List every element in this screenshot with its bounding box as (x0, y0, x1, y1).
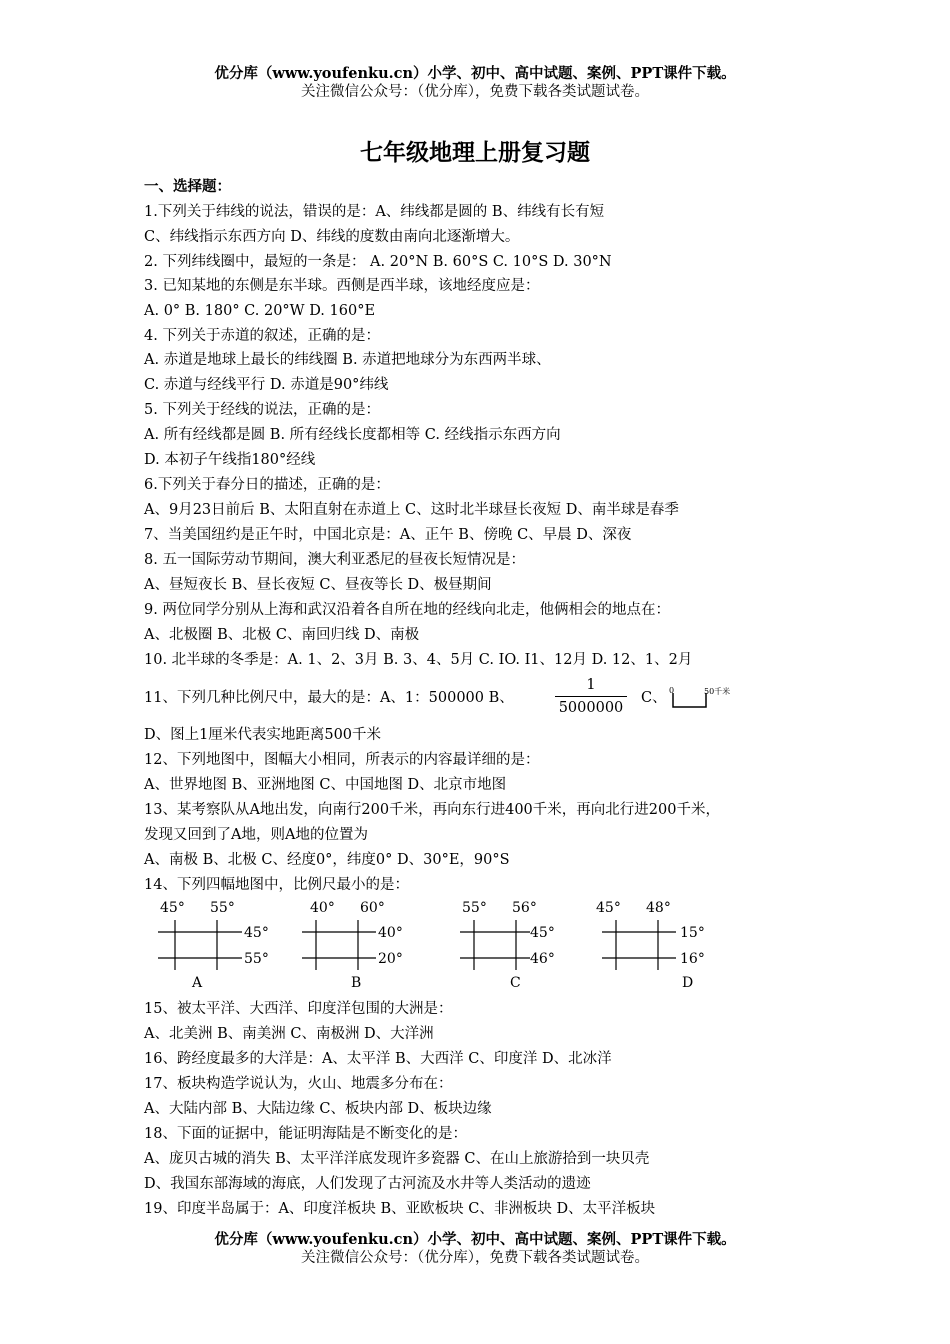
question-line: C、纬线指示东西方向 D、纬线的度数由南向北逐渐增大。 (144, 229, 520, 245)
question-line: A、大陆内部 B、大陆边缘 C、板块内部 D、板块边缘 (144, 1101, 492, 1117)
grid-b-top-right: 60° (360, 900, 385, 916)
grid-d-top-right: 48° (646, 900, 671, 916)
question-line: 6.下列关于春分日的描述，正确的是： (144, 477, 390, 493)
question-line: A. 0° B. 180° C. 20°W D. 160°E (144, 303, 376, 319)
question-line: 5. 下列关于经线的说法，正确的是： (144, 402, 380, 418)
question-line: 10. 北半球的冬季是：A. 1、2、3月 B. 3、4、5月 C. IO. I1、12月 D. 12、1、2月 (144, 652, 693, 668)
question-line: 16、跨经度最多的大洋是：A、太平洋 B、大西洋 C、印度洋 D、北冰洋 (144, 1051, 612, 1067)
question-line: 18、下面的证据中，能证明海陆是不断变化的是： (144, 1126, 467, 1142)
question-line: C. 赤道与经线平行 D. 赤道是90°纬线 (144, 377, 389, 393)
question-line: A. 赤道是地球上最长的纬线圈 B. 赤道把地球分为东西两半球、 (144, 352, 551, 368)
question-line: A、昼短夜长 B、昼长夜短 C、昼夜等长 D、极昼期间 (144, 577, 492, 593)
question-line: 3. 已知某地的东侧是东半球。西侧是西半球，该地经度应是： (144, 278, 540, 294)
fraction-numerator: 1 (586, 677, 596, 693)
scale-fraction (555, 676, 627, 717)
question-line: D、我国东部海域的海底，人们发现了古河流及水井等人类活动的遗迹 (144, 1176, 591, 1192)
grid-a-top-left: 45° (160, 900, 185, 916)
question-line: A、9月23日前后 B、太阳直射在赤道上 C、这时北半球昼长夜短 D、南半球是春季 (144, 502, 679, 518)
fraction-denominator: 5000000 (558, 700, 624, 716)
question-line: 17、板块构造学说认为，火山、地震多分布在： (144, 1076, 453, 1092)
grid-b-right-bottom: 20° (378, 951, 403, 967)
question-11-text: 11、下列几种比例尺中，最大的是：A、1：500000 B、 (144, 690, 514, 706)
header-line-2: 关注微信公众号：（优分库），免费下载各类试题试卷。 (301, 84, 649, 100)
grid-c-right-bottom: 46° (530, 951, 555, 967)
question-line: 4. 下列关于赤道的叙述，正确的是： (144, 328, 380, 344)
grid-a-right-top: 45° (244, 925, 269, 941)
grid-b-top-left: 40° (310, 900, 335, 916)
grid-c-right-top: 45° (530, 925, 555, 941)
grid-a-top-right: 55° (210, 900, 235, 916)
question-line: D、图上1厘米代表实地距离500千米 (144, 727, 382, 743)
question-line: 15、被太平洋、大西洋、印度洋包围的大洲是： (144, 1001, 453, 1017)
page-title: 七年级地理上册复习题 (360, 140, 590, 166)
question-line: A、庞贝古城的消失 B、太平洋洋底发现许多瓷器 C、在山上旅游拾到一块贝壳 (144, 1151, 650, 1167)
grid-a-label: A (192, 975, 203, 991)
question-line: 14、下列四幅地图中，比例尺最小的是： (144, 877, 409, 893)
scale-zero-label: 0 (669, 686, 675, 695)
grid-d-label: D (682, 975, 694, 991)
question-line: 7、当美国纽约是正午时，中国北京是：A、正午 B、傍晚 C、早晨 D、深夜 (144, 527, 632, 543)
header-line-1: 优分库（www.youfenku.cn）小学、初中、高中试题、案例、PPT课件下载。 (214, 65, 736, 82)
question-line: 9. 两位同学分别从上海和武汉沿着各自所在地的经线向北走，他俩相会的地点在： (144, 602, 670, 618)
question-line: 2. 下列纬线圈中，最短的一条是： A. 20°N B. 60°S C. 10°S D. 30°N (144, 254, 612, 270)
question-line: A. 所有经线都是圆 B. 所有经线长度都相等 C. 经线指示东西方向 (144, 427, 561, 443)
grid-d-right-top: 15° (680, 925, 705, 941)
grid-c-top-left: 55° (462, 900, 487, 916)
question-line: 19、印度半岛属于：A、印度洋板块 B、亚欧板块 C、非洲板块 D、太平洋板块 (144, 1201, 656, 1217)
grid-c-label: C (510, 975, 521, 991)
grid-c-top-right: 56° (512, 900, 537, 916)
page-footer (0, 1230, 950, 1268)
question-line: D. 本初子午线指180°经线 (144, 452, 316, 468)
question-line: 12、下列地图中，图幅大小相同，所表示的内容最详细的是： (144, 752, 540, 768)
footer-line-1: 优分库（www.youfenku.cn）小学、初中、高中试题、案例、PPT课件下载。 (214, 1231, 736, 1248)
question-line: 13、某考察队从A地出发，向南行200千米，再向东行进400千米，再向北行进200千米， (144, 802, 720, 818)
footer-line-2: 关注微信公众号：（优分库），免费下载各类试题试卷。 (301, 1250, 649, 1266)
question-line: A、北美洲 B、南美洲 C、南极洲 D、大洋洲 (144, 1026, 434, 1042)
grid-b-right-top: 40° (378, 925, 403, 941)
grid-a-right-bottom: 55° (244, 951, 269, 967)
option-c-label: C、 (641, 690, 667, 706)
question-line: A、北极圈 B、北极 C、南回归线 D、南极 (144, 627, 420, 643)
section-heading: 一、选择题： (144, 179, 231, 195)
question-line: 1.下列关于纬线的说法，错误的是：A、纬线都是圆的 B、纬线有长有短 (144, 204, 605, 220)
question-line: A、南极 B、北极 C、经度0°，纬度0° D、30°E，90°S (144, 852, 510, 868)
question-line: 8. 五一国际劳动节期间，澳大利亚悉尼的昼夜长短情况是： (144, 552, 525, 568)
grid-d-right-bottom: 16° (680, 951, 705, 967)
grid-d-top-left: 45° (596, 900, 621, 916)
grid-b-label: B (351, 975, 362, 991)
scale-end-label: 50千米 (704, 687, 731, 696)
page-header (0, 64, 950, 102)
question-line: A、世界地图 B、亚洲地图 C、中国地图 D、北京市地图 (144, 777, 507, 793)
question-line: 发现又回到了A地，则A地的位置为 (144, 827, 368, 843)
